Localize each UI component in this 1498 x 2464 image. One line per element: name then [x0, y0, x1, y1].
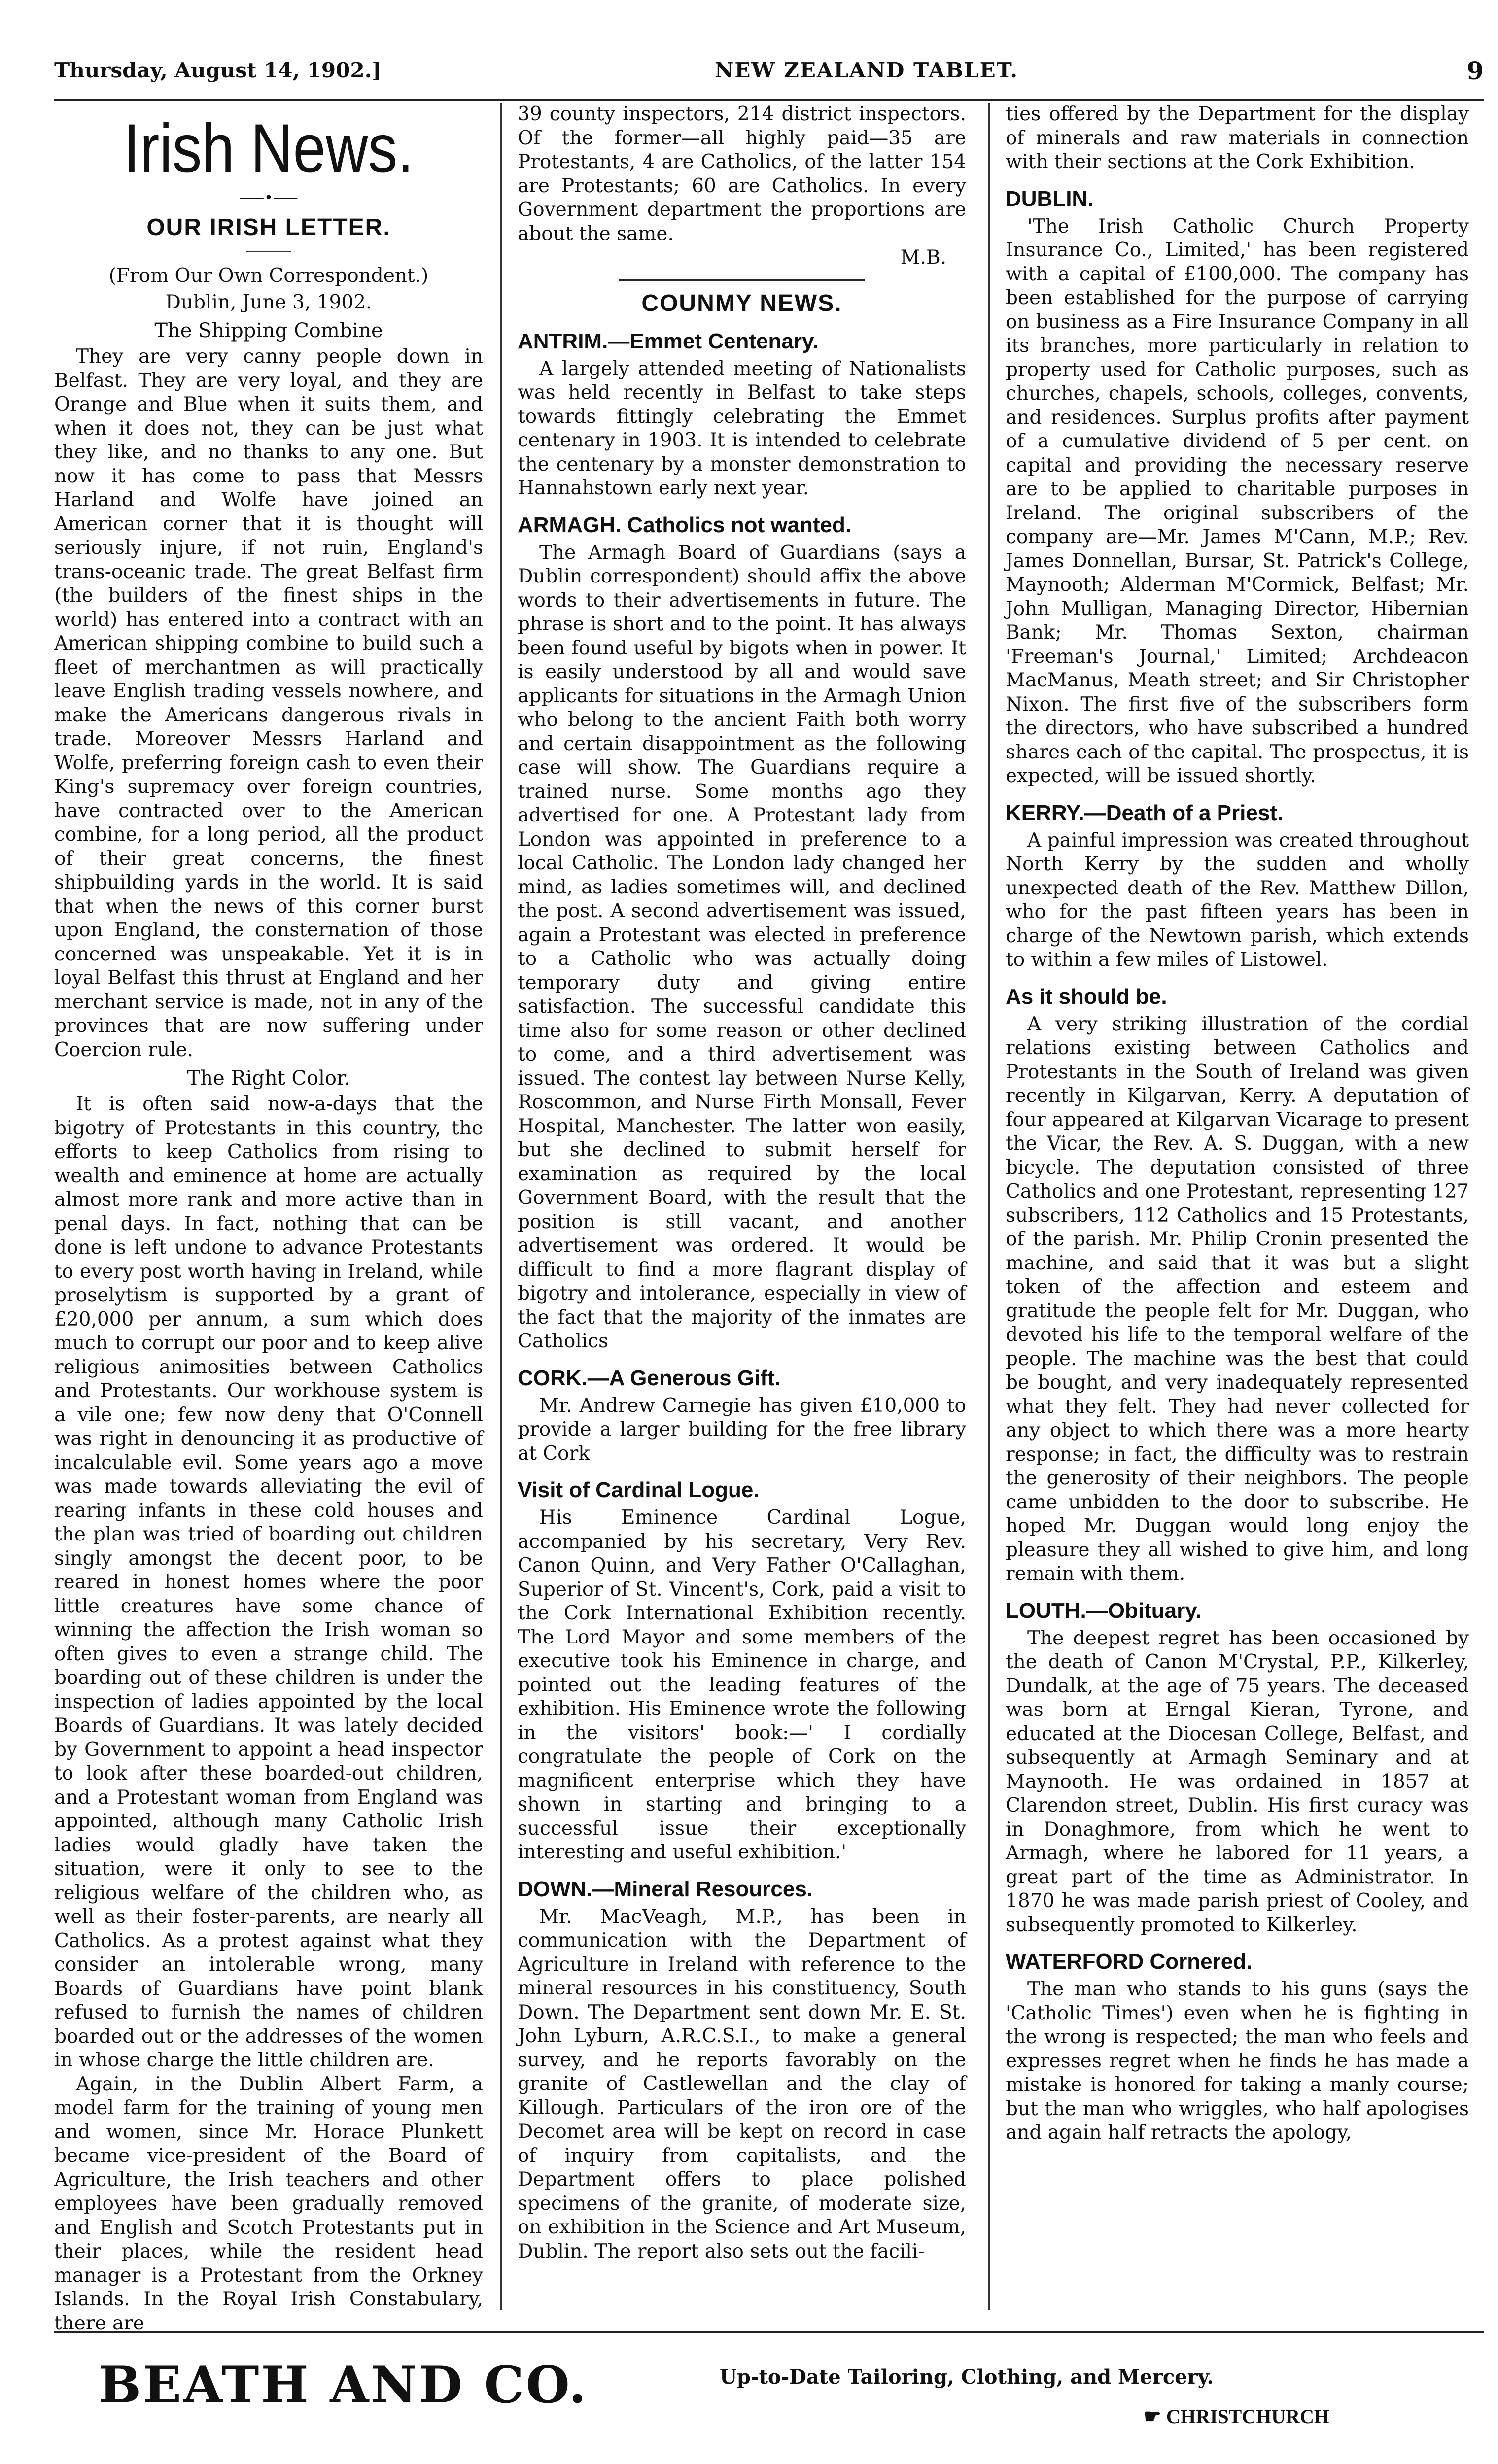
article-heading: ANTRIM.—Emmet Centenary.: [518, 329, 819, 353]
footer-rule: [54, 2331, 1484, 2333]
article-heading: WATERFORD Cornered.: [1006, 1950, 1253, 1974]
paragraph: Again, in the Dublin Albert Farm, a model farm for the training of young men and women, since Mr. Horace Plunkett became vice-president of the Board of Agriculture, the Irish teachers and other employees have been gradually removed and English and Scotch Protestants put in their places, while the resident head manager is a Protestant from the Orkney Islands. In the Royal Irish Constabulary, there are: [54, 2073, 483, 2334]
section-heading: COUNMY NEWS.: [641, 290, 842, 316]
paragraph: His Eminence Cardinal Logue, accompanied by his secretary, Very Rev. Canon Quinn, and Very Father O'Callaghan, Superior of St. Vincent's, Cork, paid a visit to the Cork International Exhibition recently. The Lord Mayor and some members of the executive took his Eminence in charge, and pointed out the leading features of the exhibition. His Eminence wrote the following in the visitors' book:—' I cordially congratulate the people of Cork on the magnificent enterprise which they have shown in starting and bringing to a successful issue their exceptionally interesting and useful exhibition.': [518, 1506, 966, 1863]
issue-date: Thursday, August 14, 1902.]: [54, 58, 382, 82]
paragraph: Mr. Andrew Carnegie has given £10,000 to provide a larger building for the free library at Cork: [518, 1394, 966, 1465]
advertisement-footer: [54, 2351, 1484, 2449]
article-heading: LOUTH.—Obituary.: [1006, 1598, 1202, 1623]
paragraph: The deepest regret has been occasioned by the death of Canon M'Crystal, P.P., Kilkerley, Dundalk, at the age of 75 years. The deceased was born at Erngal Kieran, Tyrone, and educated at the Diocesan College, Belfast, and subsequently at Armagh Seminary and at Maynooth. He was ordained in 1857 at Clarendon street, Dublin. His first curacy was in Donaghmore, from which he went to Armagh, where he labored for 11 years, a great part of the time as Administrator. In 1870 he was made parish priest of Cooley, and subsequently promoted to Kilkerley.: [1006, 1627, 1469, 1936]
ornament: ⸺•⸺: [239, 189, 298, 206]
paragraph: A painful impression was created throughout North Kerry by the sudden and wholly unexpected death of the Rev. Matthew Dillon, who for the past fifteen years has been in charge of the Newtown parish, which extends to within a few miles of Listowel.: [1006, 829, 1469, 971]
paragraph: 39 county inspectors, 214 district inspectors. Of the former—all highly paid—35 are Protestants, 4 are Catholics, of the latter 154 are Protestants; 60 are Catholics. In every Government department the proportions are about the same.: [518, 103, 966, 245]
page-header: [54, 58, 1484, 103]
article-heading: Visit of Cardinal Logue.: [518, 1478, 760, 1502]
paragraph: ties offered by the Department for the display of minerals and raw materials in connection with their sections at the Cork Exhibition.: [1006, 103, 1469, 173]
paragraph: The Armagh Board of Guardians (says a Dublin correspondent) should affix the above words to their advertisements in future. The phrase is short and to the point. It has always been found useful by bigots when in power. It is easily understood by all and would save applicants for situations in the Armagh Union who belong to the ancient Faith both worry and certain disappointment as the following case will show. The Guardians require a trained nurse. Some months ago they advertised for one. A Protestant lady from London was appointed in preference to a local Catholic. The London lady changed her mind, as ladies sometimes will, and declined the post. A second advertisement was issued, again a Protestant was elected in preference to a Catholic who was actually doing temporary duty and giving entire satisfaction. The successful candidate this time also for some reason or other declined to come, and a third advertisement was issued. The contest lay between Nurse Kelly, Roscommon, and Nurse Firth Monsall, Fever Hospital, Manchester. The latter won easily, but she declined to submit herself for examination as required by the local Government Board, with the result that the position is still vacant, and another advertisement was ordered. It would be difficult to find a more flagrant display of bigotry and intolerance, especially in view of the fact that the majority of the inmates are Catholics: [518, 541, 966, 1352]
header-rule: [54, 99, 1484, 101]
short-rule: [246, 251, 291, 252]
paragraph: They are very canny people down in Belfast. They are very loyal, and they are Orange and Blue when it suits them, and when it does not, they can be just what they like, and no thanks to any one. But now it has come to pass that Messrs Harland and Wolfe have joined an American corner that it is thought will seriously injure, if not ruin, England's trans-oceanic trade. The great Belfast firm (the builders of the finest ships in the world) has entered into a contract with an American shipping combine to build such a fleet of merchantmen as will practically leave English trading vessels nowhere, and make the Americans dangerous rivals in trade. Moreover Messrs Harland and Wolfe, preferring foreign cash to even their King's supremacy over foreign countries, have contracted over to the American combine, for a long period, all the product of their great concerns, the finest shipbuilding yards in the world. It is said that when the news of this corner burst upon England, the consternation of those concerned was unspeakable. Yet it is in loyal Belfast this thrust at England and her merchant service is made, not in any of the provinces that are now suffering under Coercion rule.: [54, 345, 483, 1061]
article-heading: CORK.—A Generous Gift.: [518, 1366, 781, 1390]
article-heading: DUBLIN.: [1006, 186, 1094, 211]
column-1: [54, 103, 483, 2334]
paragraph: A very striking illustration of the cordial relations existing between Catholics and Protestants in the South of Ireland was given recently in Kilgarvan, Kerry. A deputation of four appeared at Kilgarvan Vicarage to present the Vicar, the Rev. A. S. Duggan, with a new bicycle. The deputation consisted of three Catholics and one Protestant, representing 127 subscribers, 112 Catholics and 15 Protestants, of the parish. Mr. Philip Cronin presented the machine, and said that it was but a slight token of the affection and esteem and gratitude the people felt for Mr. Duggan, who devoted his life to the temporal welfare of the people. The machine was the best that could be bought, and very inadequately represented what they felt. They had never collected for any object to which there was a more hearty response; in fact, the difficulty was to restrain the generosity of their neighbors. The people came unbidden to the door to subscribe. He hoped Mr. Duggan would long enjoy the pleasure they all wished to give him, and long remain with them.: [1006, 1013, 1469, 1585]
page-number: 9: [1466, 56, 1484, 85]
subheading: The Shipping Combine: [154, 319, 383, 342]
section-title: Irish News.: [123, 109, 414, 187]
article-heading: As it should be.: [1006, 984, 1167, 1009]
article-heading: DOWN.—Mineral Resources.: [518, 1877, 813, 1901]
advertiser-city: ☛ CHRISTCHURCH: [1144, 2405, 1330, 2428]
column-divider: [500, 103, 502, 2310]
paragraph: It is often said now-a-days that the bigotry of Protestants in this country, the efforts to keep Catholics from rising to wealth and eminence at home are actually almost more rank and more active than in penal days. In fact, nothing that can be done is left undone to advance Protestants to every post worth having in Ireland, while proselytism is supported by a grant of £20,000 per annum, a sum which does much to corrupt our poor and to keep alive religious animosities between Catholics and Protestants. Our workhouse system is a vile one; few now deny that O'Connell was right in denouncing it as productive of incalculable evil. Some years ago a move was made towards alleviating the evil of rearing infants in these cold houses and the plan was tried of boarding out children singly amongst the decent poor, to be reared in honest homes where the poor little creatures have some chance of winning the affection the Irish woman so often gives to even a strange child. The boarding out of these children is under the inspection of ladies appointed by the local Boards of Guardians. It was lately decided by Government to appoint a head inspector to look after these boarded-out children, and a Protestant woman from England was appointed, although many Catholic Irish ladies would gladly have taken the situation, were it only to see to the religious welfare of the children who, as well as their foster-parents, are nearly all Catholics. As a protest against what they consider an intolerable wrong, many Boards of Guardians have point blank refused to furnish the names of children boarded out or the addresses of the women in whose charge the little children are.: [54, 1093, 483, 2071]
column-divider: [988, 103, 990, 2310]
letter-title: OUR IRISH LETTER.: [146, 214, 391, 240]
masthead: NEW ZEALAND TABLET.: [715, 58, 1019, 82]
column-3: [1006, 103, 1469, 2320]
byline: (From Our Own Correspondent.): [108, 265, 429, 287]
article-heading: KERRY.—Death of a Priest.: [1006, 800, 1284, 825]
paragraph: The man who stands to his guns (says the 'Catholic Times') even when he is fighting in the wrong is respected; the man who feels and expresses regret when he finds he has made a mistake is honored for taking a manly course; but the man who wriggles, who half apologises and again half retracts the apology,: [1006, 1978, 1469, 2144]
advertiser-tagline: Up-to-Date Tailoring, Clothing, and Mercery.: [720, 2365, 1214, 2389]
advertiser-name: BEATH AND CO.: [99, 2356, 589, 2415]
article-heading: ARMAGH. Catholics not wanted.: [518, 513, 852, 537]
signature: M.B.: [900, 246, 946, 269]
paragraph: Mr. MacVeagh, M.P., has been in communication with the Department of Agriculture in Ireland with reference to the mineral resources in his constituency, South Down. The Department sent down Mr. E. St. John Lyburn, A.R.C.S.I., to make a general survey, and he reports favorably on the granite of Castlewellan and the clay of Killough. Particulars of the iron ore of the Decomet area will be kept on record in case of inquiry from capitalists, and the Department offers to place polished specimens of the granite, of moderate size, on exhibition in the Science and Art Museum, Dublin. The report also sets out the facili-: [518, 1905, 966, 2262]
subheading: The Right Color.: [187, 1067, 350, 1090]
paragraph: A largely attended meeting of Nationalists was held recently in Belfast to take steps towards fittingly celebrating the Emmet centenary in 1903. It is intended to celebrate the centenary by a monster demonstration to Hannahstown early next year.: [518, 357, 966, 499]
paragraph: 'The Irish Catholic Church Property Insurance Co., Limited,' has been registered with a capital of £100,000. The company has been established for the purpose of carrying on business as a Fire Insurance Company in all its branches, more particularly in relation to property used for Catholic purposes, such as churches, chapels, schools, colleges, convents, and residences. Surplus profits after payment of a cumulative dividend of 5 per cent. on capital and providing the necessary reserve are to be applied to charitable purposes in Ireland. The original subscribers of the company are—Mr. James M'Cann, M.P.; Rev. James Donnellan, Bursar, St. Patrick's College, Maynooth; Alderman M'Cormick, Belfast; Mr. John Mulligan, Managing Director, Hibernian Bank; Mr. Thomas Sexton, chairman 'Freeman's Journal,' Limited; Archdeacon MacManus, Meath street; and Sir Christopher Nixon. The first five of the subscribers form the directors, who have subscribed a hundred shares each of the capital. The prospectus, it is expected, will be issued shortly.: [1006, 215, 1469, 787]
dateline: Dublin, June 3, 1902.: [165, 291, 372, 313]
section-rule: [619, 279, 865, 281]
column-2: [518, 103, 966, 2320]
